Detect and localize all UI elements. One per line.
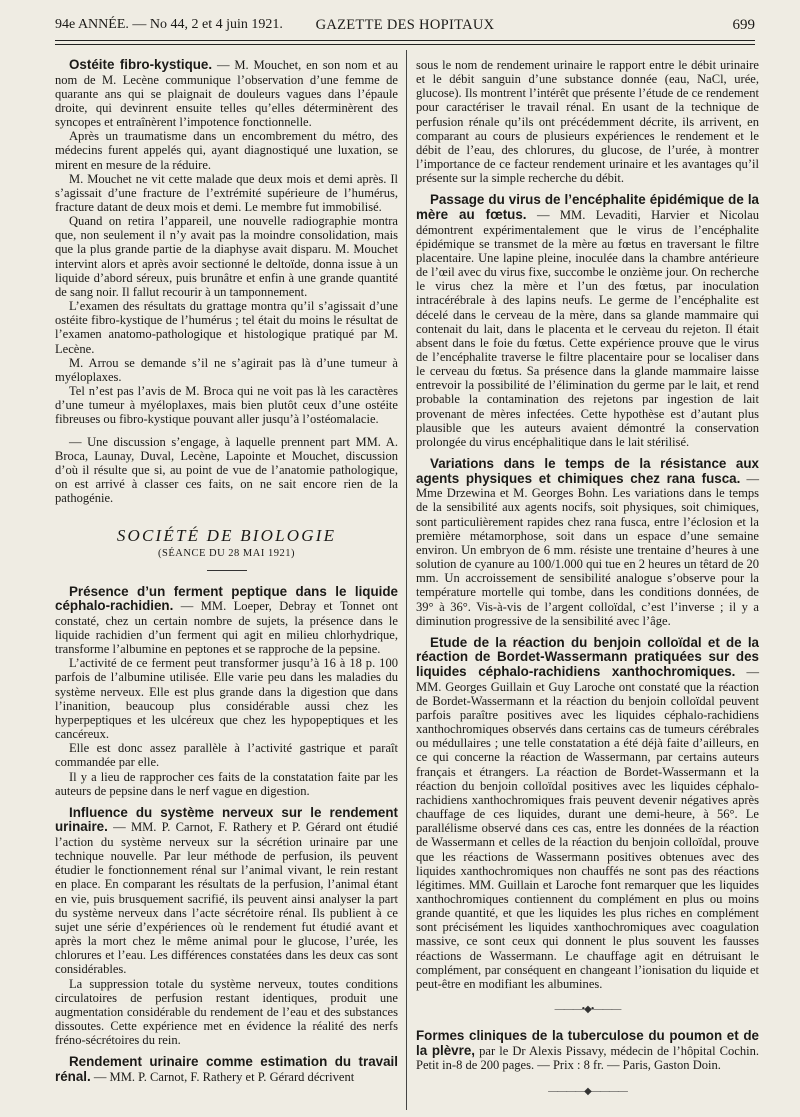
- paragraph: Quand on retira l’appareil, une nouvelle radiographie montra que, non seulement il n’y avait pas la moindre consolidation, mais que la plus grande partie de la diaphyse avait disparu. M. Mouchet intervint alors et après avoir sectionné le deltoïde, donna issue à un liquide d’abord séreux, puis brunâtre et enfin à une grande quantité de sang noir. Il fallut recourir à un tamponnement.: [55, 214, 398, 299]
- article-text: — MM. Levaditi, Harvier et Nicolau démontrent expérimentalement que le virus de l’encéphalite épidémique se transmet de la mère au fœtus en traversant le filtre placentaire. Une lapine pleine, inoculée dans la chambre antérieure de l’œil avec du virus fixe, succombe le onzième jour. On recherche le virus chez la mère et l’un des fœtus, par inoculation intracérébrale à des lapins neufs. Le germe de l’encéphalite est décelé dans le cerveau de la mère, dans sa glande mammaire qui contenait du lait, dans le placenta et le cerveau du rejeton. Il était absent dans le foie du fœtus. Cette expérience prouve que le virus de l’encéphalite traverse le filtre placentaire pour se localiser dans le cerveau du fœtus. Sa présence dans la glande mammaire laisse entrevoir la possibilité de l’élimination du germe par le lait, et rend probable la contamination des rejetons par ingestion de lait provenant de mères infectées. Cette hypothèse est d’autant plus plausible que les auteurs avaient démontré la conservation prolongée du virus encéphalitique dans le lait stérilisé.: [416, 208, 759, 449]
- header-rule-2: [55, 44, 755, 45]
- paragraph: — Une discussion s’engage, à laquelle prennent part MM. A. Broca, Launay, Duval, Lecène, Lapointe et Mouchet, discussion d’où il résulte que si, au point de vue de l’anatomie pathologique, on est arrivé à classer ces faits, on ne sait encore rien de la pathogénie.: [55, 434, 398, 506]
- article-osteite: [55, 58, 398, 129]
- article-text: — MM. P. Carnot, F. Rathery et P. Gérard décrivent: [93, 1069, 355, 1084]
- ornament-divider-2: ————◆————: [548, 1085, 627, 1097]
- article-variations: [416, 457, 759, 628]
- book-title: Formes cliniques de la tuberculose du poumon et de la plèvre,: [416, 1028, 759, 1058]
- article-title: Etude de la réaction du benjoin colloïdal et de la réaction de Bordet-Wassermann pratiquées sur des liquides céphalo-rachidiens xanthochromiques.: [416, 634, 759, 680]
- article-title: Influence du système nerveux sur le rendement urinaire.: [55, 804, 398, 835]
- paragraph: M. Mouchet ne vit cette malade que deux mois et demi après. Il s’agissait d’une fracture de l’extrémité supérieure de l’humérus, fracture datant de deux mois et demi. Le membre fut immobilisé.: [55, 171, 398, 214]
- paragraph: Après un traumatisme dans un encombrement du métro, des médecins furent appelés qui, ayant diagnostiqué une luxation, se mirent en mesure de la réduire.: [55, 129, 398, 172]
- article-etude: [416, 636, 759, 991]
- article-text: — MM. Loeper, Debray et Tonnet ont constaté, chez un certain nombre de sujets, la présence dans le liquide rachidien d’un ferment qui agit en milieu chlorhydrique, transforme l’albumine en peptones et se rapproche de la pepsine.: [55, 599, 398, 657]
- article-title: Ostéite fibro-kystique.: [69, 57, 213, 72]
- journal-title: GAZETTE DES HOPITAUX: [315, 17, 495, 33]
- article-influence: [55, 806, 398, 977]
- article-title: Passage du virus de l’encéphalite épidémique de la mère au fœtus.: [416, 192, 759, 222]
- paragraph: Elle est donc assez parallèle à l’activité gastrique et paraît commandée par elle.: [55, 741, 398, 770]
- article-ferment: [55, 585, 398, 657]
- article-rendement: [55, 1055, 398, 1084]
- article-text: — Mme Drzewina et M. Georges Bohn. Les variations dans le temps de la sensibilité aux agents nocifs, soit physiques, soit chimiques, sont particulièrement rapides chez rana fusca, entre l’éclosion et la première métamorphose, soit dans un espace d’une semaine environ. Un embryon de 6 mm. résiste une trentaine d’heures à une solution de cyanure au 100/1.000 qui tue en 2 heures un têtard de 20 mm. Un accroissement de sensibilité analogue s’observe pour la température mortelle qui tombe, dans les conditions données, de 39° à 36°. Vis-à-vis de l’argent colloïdal, c’est l’inverse ; il y a diminution progressive de la sensibilité avec l’âge.: [416, 471, 760, 628]
- paragraph: Tel n’est pas l’avis de M. Broca qui ne voit pas là les caractères d’une tumeur à myéloplaxes, mais bien plutôt ceux d’une ostéite fibreuses ou fibro-kystique pouvant aller jusqu’à l’ostéomalacie.: [55, 384, 398, 427]
- paragraph: L’examen des résultats du grattage montra qu’il s’agissait d’une ostéite fibro-kystique de l’humérus ; tel était du moins le résultat de l’examen anatomo-pathologique et histologique pratiqué par M. Lecène.: [55, 299, 398, 356]
- article-text: — MM. P. Carnot, F. Rathery et P. Gérard ont étudié l’action du système nerveux sur la sécrétion urinaire par une technique nouvelle. Par leur méthode de perfusion, ils peuvent étudier le fonctionnement rénal sur l’animal vivant, le rein restant en place. En comparant les résultats de la perfusion, l’animal étant en vie, puis brusquement sacrifié, ils peuvent ainsi analyser la part du système nerveux dans l’acte sécrétoire rénal. Ils publient à ce sujet une série d’expériences où le rendement fut étudié avant et après la mort chez le même animal pour le glucose, l’urée, les chlorures et l’eau. Les différences constatées dans les deux cas sont considérables.: [55, 820, 398, 977]
- article-passage: [416, 193, 759, 449]
- column-divider: [406, 50, 407, 1110]
- header-rule: [55, 40, 755, 41]
- book-notice: [416, 1029, 759, 1072]
- left-column: [55, 58, 398, 1085]
- right-column: [416, 58, 759, 1111]
- article-title: Rendement urinaire comme estimation du travail rénal.: [55, 1054, 398, 1084]
- article-title: Variations dans le temps de la résistance aux agents physiques et chimiques chez rana fusca.: [416, 456, 759, 486]
- page-header: [55, 14, 755, 36]
- section-rule: [207, 570, 247, 571]
- section-title: SOCIÉTÉ DE BIOLOGIE: [116, 526, 337, 546]
- paragraph: La suppression totale du système nerveux, toutes conditions circulatoires de perfusion restant identiques, produit une augmentation considérable du rendement de l’eau et des substances dissoutes. Cette expérience met en évidence la réalité des nerfs fréno-sécrétoires du rein.: [55, 976, 398, 1048]
- issue-line: 94e ANNÉE. — No 44, 2 et 4 juin 1921.: [55, 17, 283, 32]
- book-text: par le Dr Alexis Pissavy, médecin de l’hôpital Cochin. Petit in-8 de 200 pages. — Prix : 8 fr. — Paris, Gaston Doin.: [416, 1043, 760, 1073]
- paragraph: L’activité de ce ferment peut transformer jusqu’à 16 à 18 p. 100 parfois de l’albumine utilisée. Elle varie peu dans les maladies du système nerveux. Elle est plus grande dans la digestion que dans l’inanition, beaucoup plus considérable aussi chez les hyperpeptiques et les ulcéreux que chez les hypopeptiques et les cancéreux.: [55, 656, 398, 742]
- article-text: — MM. Georges Guillain et Guy Laroche ont constaté que la réaction de Bordet-Wassermann et la réaction du benjoin colloïdal peuvent parfois paraître positives avec les liquides céphalo-rachidiens xanthochromiques observés dans certains cas de tumeurs cérébrales ou médullaires ; une telle constatation a été déjà faite d’ailleurs, en ce qui concerne la réaction de Wassermann, par certains auteurs français et étrangers. La réaction de Bordet-Wassermann et la réaction du benjoin colloïdal positives avec les liquides céphalo-rachidiens xanthochromiques frais peuvent devenir négatives après chauffage de ces liquides, durant une demi-heure, à 56°. Le parallélisme observé dans ces cas, entre les données de la réaction de Wassermann et celles de la réaction du benjoin colloïdal, prouve que les réactions de Wassermann positives obtenues avec des liquides xanthochromiques non chauffés ne sont pas des réactions légitimes. MM. Guillain et Laroche font remarquer que les liquides xanthochromiques contiennent du complément en plus ou moins grande quantité, et que les liquides les plus riches en complément sont précisément les liquides xanthochromiques avec coagulation massive, ce sont ceux qui donnent le plus souvent les fausses réactions de Wassermann. Le chauffage agit en détruisant le complément, par conséquent en changeant l’ionisation du liquide et peut-être en modifiant les albumines.: [416, 665, 759, 991]
- article-title: Présence d’un ferment peptique dans le liquide céphalo-rachidien.: [55, 583, 398, 614]
- spacer: [55, 427, 398, 435]
- paragraph: sous le nom de rendement urinaire le rapport entre le débit urinaire et le débit sanguin d’une substance donnée (eau, NaCl, urée, glucose). Ils montrent l’intérêt que présente l’étude de ce rendement pour caractériser le travail rénal. En usant de la technique de perfusion rénale qu’ils ont précédemment décrite, ils arrivent, en comparant au cours de plusieurs expériences le rendement et le débit de l’eau, des chlorures, du glucose, de l’urée, à montrer l’importance de ce facteur rendement urinaire et les avantages qu’il présente sur la simple recherche du débit.: [416, 58, 759, 186]
- paragraph: Il y a lieu de rapprocher ces faits de la constatation faite par les auteurs de pepsine dans le nerf vague en digestion.: [55, 769, 398, 798]
- ornament-divider: ———•◆•———: [554, 1004, 621, 1016]
- section-session: (SÉANCE DU 28 MAI 1921): [158, 548, 295, 560]
- article-text: — M. Mouchet, en son nom et au nom de M. Lecène communique l’observation d’une femme de quarante ans qui se plaignait de douleurs vagues dans l’épaule droite, qui devinrent ensuite telles qu’elles déterminèrent des syncopes et entraînèrent l’impotence fonctionnelle.: [55, 58, 398, 130]
- paragraph: M. Arrou se demande s’il ne s’agirait pas là d’une tumeur à myéloplaxes.: [55, 355, 398, 384]
- page-number: 699: [732, 17, 755, 33]
